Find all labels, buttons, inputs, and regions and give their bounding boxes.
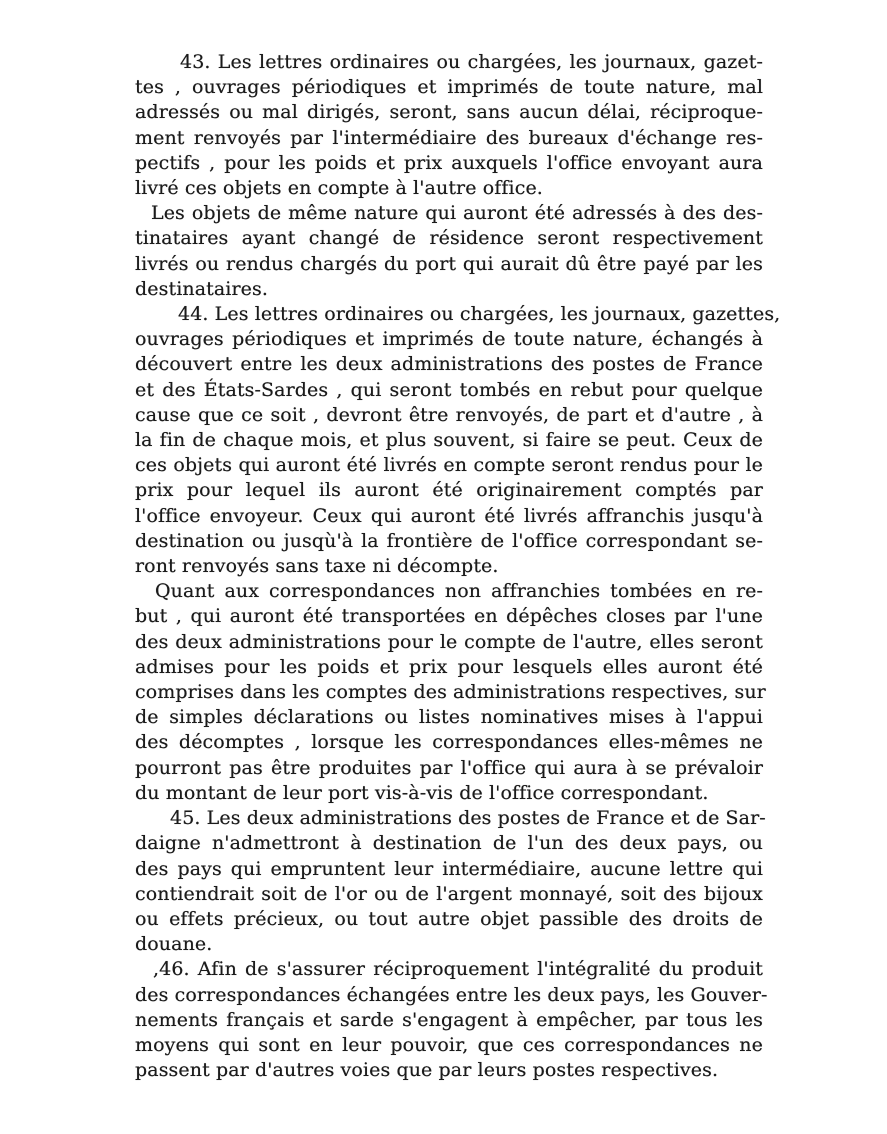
text-line: des décomptes , lorsque les correspondances elles-mêmes ne	[135, 731, 763, 754]
text-line: livré ces objets en compte à l'autre office.	[135, 177, 543, 200]
paragraph-objets-meme-nature	[135, 201, 763, 302]
text-line: et des États-Sardes , qui seront tombés en rebut pour quelque	[135, 378, 763, 401]
text-line: destination ou jusqù'à la frontière de l'office correspondant se-	[135, 529, 763, 552]
text-line: la fin de chaque mois, et plus souvent, si faire se peut. Ceux de	[135, 429, 763, 452]
text-line: but , qui auront été transportées en dépêches closes par l'une	[135, 605, 763, 628]
text-line: cause que ce soit , devront être renvoyés, de part et d'autre , à	[135, 403, 763, 426]
text-line: livrés ou rendus chargés du port qui aurait dû être payé par les	[135, 252, 763, 275]
text-line: nements français et sarde s'engagent à empêcher, par tous les	[135, 1008, 763, 1031]
text-line: ront renvoyés sans taxe ni décompte.	[135, 555, 499, 578]
text-line: des deux administrations pour le compte de l'autre, elles seront	[135, 630, 763, 653]
text-line: admises pour les poids et prix pour lesquels elles auront été	[135, 655, 763, 678]
text-line: tinataires ayant changé de résidence seront respectivement	[135, 227, 763, 250]
text-line: pectifs , pour les poids et prix auxquels l'office envoyant aura	[135, 151, 763, 174]
paragraph-article-45	[135, 806, 766, 957]
text-line: 43. Les lettres ordinaires ou chargées, les journaux, gazet-	[180, 51, 763, 73]
text-line: des correspondances échangées entre les deux pays, les Gouver-	[135, 983, 768, 1006]
text-line: moyens qui sont en leur pouvoir, que ces correspondances ne	[135, 1033, 763, 1056]
text-line: des pays qui empruntent leur intermédiaire, aucune lettre qui	[135, 857, 763, 880]
text-line: ouvrages périodiques et imprimés de toute nature, échangés à	[135, 328, 763, 351]
paragraph-article-43	[135, 50, 763, 201]
text-line: ment renvoyés par l'intermédiaire des bureaux d'échange res-	[135, 126, 763, 149]
text-line: l'office envoyeur. Ceux qui auront été livrés affranchis jusqu'à	[135, 504, 763, 527]
text-line: ,46. Afin de s'assurer réciproquement l'intégralité du produit	[153, 958, 763, 981]
text-line: destinataires.	[135, 277, 268, 300]
text-line: 45. Les deux administrations des postes de France et de Sar-	[170, 807, 766, 830]
text-line: contiendrait soit de l'or ou de l'argent monnayé, soit des bijoux	[135, 882, 763, 905]
paragraph-article-44	[135, 302, 781, 579]
text-line: de simples déclarations ou listes nominatives mises à l'appui	[135, 706, 763, 729]
text-line: tes , ouvrages périodiques et imprimés de toute nature, mal	[135, 76, 763, 99]
text-line: pourront pas être produites par l'office qui aura à se prévaloir	[135, 756, 763, 779]
text-line: daigne n'admettront à destination de l'un des deux pays, ou	[135, 832, 763, 855]
text-line: Quant aux correspondances non affranchies tombées en re-	[155, 580, 763, 603]
text-line: douane.	[135, 933, 213, 956]
text-line: prix pour lequel ils auront été originairement comptés par	[135, 479, 763, 502]
text-line: passent par d'autres voies que par leurs postes respectives.	[135, 1059, 719, 1082]
text-column	[135, 50, 781, 1083]
text-line: ces objets qui auront été livrés en compte seront rendus pour le	[135, 454, 763, 477]
text-line: adressés ou mal dirigés, seront, sans aucun délai, réciproque-	[135, 101, 763, 124]
text-line: découvert entre les deux administrations des postes de France	[135, 353, 763, 376]
text-line: 44. Les lettres ordinaires ou chargées, les journaux, gazettes,	[178, 303, 781, 326]
text-line: Les objets de même nature qui auront été adressés à des des-	[151, 202, 763, 225]
text-line: comprises dans les comptes des administrations respectives, sur	[135, 681, 766, 704]
paragraph-article-46	[135, 957, 768, 1083]
text-line: ou effets précieux, ou tout autre objet passible des droits de	[135, 907, 763, 930]
paragraph-quant-aux-correspondances	[135, 579, 766, 806]
text-line: du montant de leur port vis-à-vis de l'office correspondant.	[135, 781, 709, 804]
